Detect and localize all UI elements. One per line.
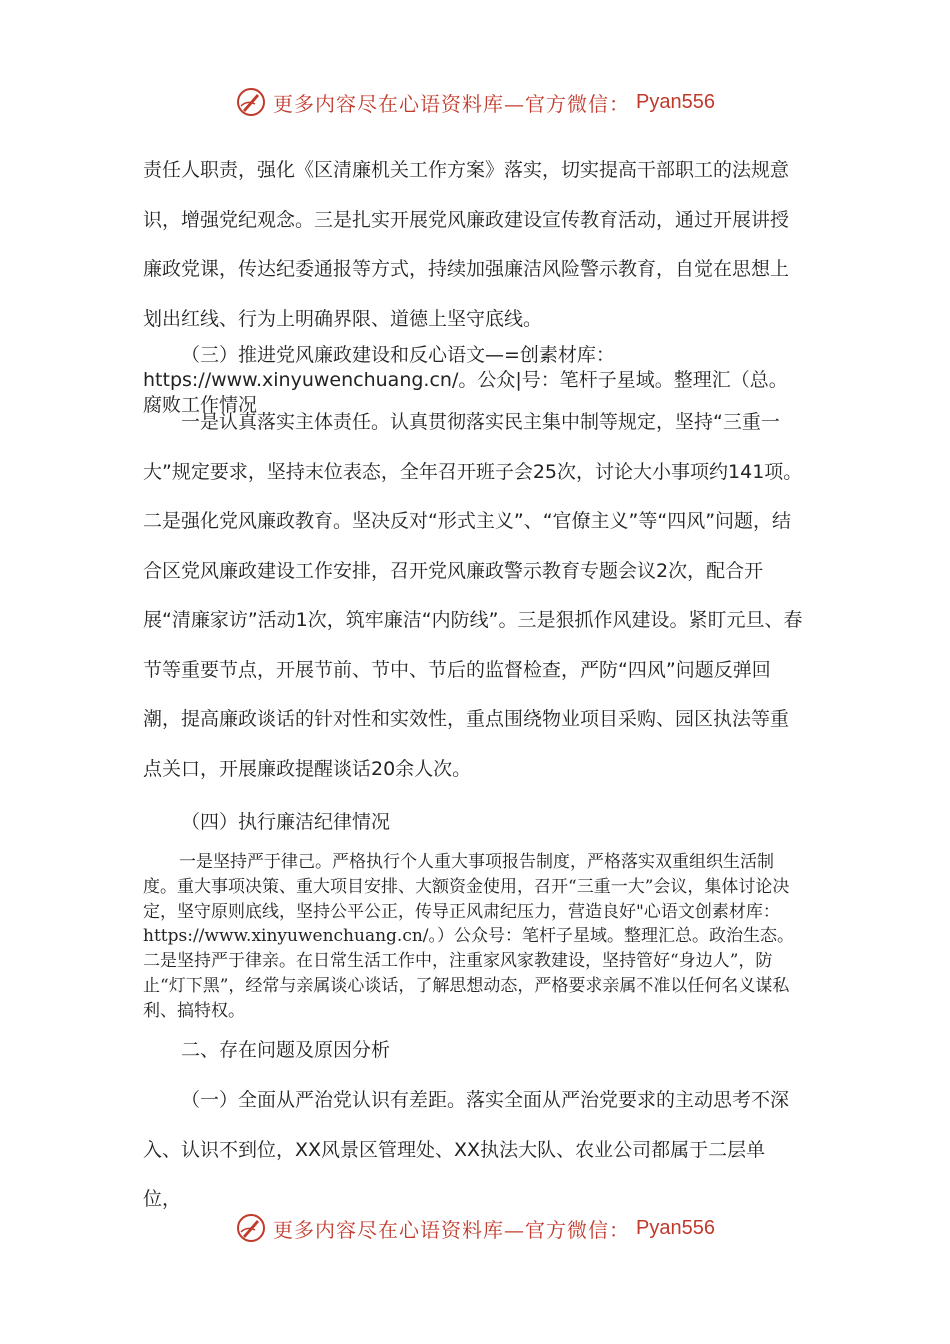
section-2-heading: 二、存在问题及原因分析 [181, 1039, 391, 1061]
heading-4: （四）执行廉洁纪律情况 [181, 811, 391, 833]
paragraph-2: 一是认真落实主体责任。认真贯彻落实民主集中制等规定，坚持“三重一大”规定要求，坚持末位表态，全年召开班子会25次，讨论大小事项约141项。二是强化党风廉政教育。坚决反对“形式主义”、“官僚主义”等“四风”问题，结合区党风廉政建设工作安排，召开党风廉政警示教育专题会议2次，配合开展“清廉家访”活动1次，筑牢廉洁“内防线”。三是狠抓作风建设。紧盯元旦、春节等重要节点，开展节前、节中、节后的监督检查，严防“四风”问题反弹回潮，提高廉政谈话的针对性和实效性，重点围绕物业项目采购、园区执法等重点关口，开展廉政提醒谈话20余人次。 [143, 411, 803, 780]
banner-text: 更多内容尽在心语资料库—官方微信： [273, 91, 631, 116]
header-banner [0, 86, 950, 118]
footer-banner-text: 更多内容尽在心语资料库—官方微信： [273, 1217, 631, 1242]
footer-banner [0, 1212, 950, 1244]
paragraph-4: （一）全面从严治党认识有差距。落实全面从严治党要求的主动思考不深入、认识不到位，XX风景区管理处、XX执法大队、农业公司都属于二层单位， [143, 1089, 790, 1210]
quill-logo-icon [235, 1212, 267, 1244]
paragraph-3: 一是坚持严于律己。严格执行个人重大事项报告制度，严格落实双重组织生活制度。重大事项决策、重大项目安排、大额资金使用，召开“三重一大”会议，集体讨论决定，坚守原则底线，坚持公平公正，传导正风肃纪压力，营造良好"心语文创素材库：https://www.xinyuwenchuang.cn/。）公众号：笔杆子星域。整理汇总。政治生态。二是坚持严于律亲。在日常生活工作中，注重家风家教建设，坚持管好“身边人”，防止“灯下黑”，经常与亲属谈心谈话，了解思想动态，严格要求亲属不准以任何名义谋私利、搞特权。 [143, 852, 795, 1021]
banner-wechat: Pyan556 [636, 90, 715, 113]
footer-banner-wechat: Pyan556 [636, 1216, 715, 1239]
heading-3: （三）推进党风廉政建设和反心语文—=创素材库：https://www.xinyuwenchuang.cn/。公众|号：笔杆子星域。整理汇（总。腐败工作情况 [143, 344, 788, 416]
quill-logo-icon [235, 86, 267, 118]
paragraph-1: 责任人职责，强化《区清廉机关工作方案》落实，切实提高干部职工的法规意识，增强党纪观念。三是扎实开展党风廉政建设宣传教育活动，通过开展讲授廉政党课，传达纪委通报等方式，持续加强廉洁风险警示教育，自觉在思想上划出红线、行为上明确界限、道德上坚守底线。 [143, 159, 790, 330]
